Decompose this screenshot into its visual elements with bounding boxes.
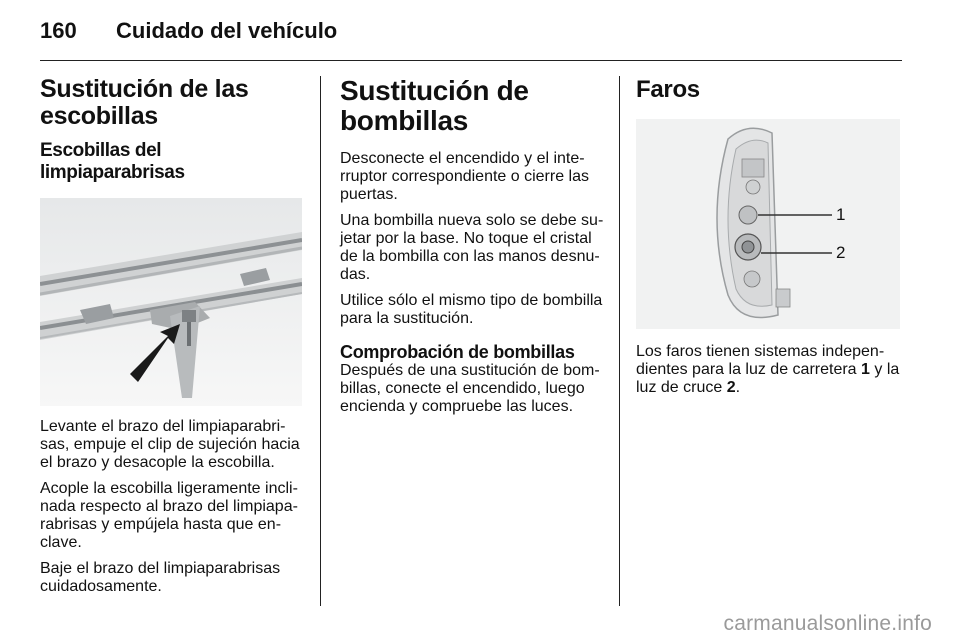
bulbs-paragraph-1: Desconecte el encendido y el inte-rruptor correspondiente o cierre las puertas. — [340, 150, 590, 203]
wiper-paragraph-1: Levante el brazo del limpiaparabri-sas, empuje el clip de sujeción hacia el brazo y desacople la escobilla. — [40, 418, 300, 471]
page-number: 160 — [40, 18, 77, 43]
header-rule — [40, 60, 902, 61]
high-beam-ref: 1 — [861, 361, 870, 378]
wiper-paragraph-3: Baje el brazo del limpiaparabrisas cuidadosamente. — [40, 560, 281, 595]
chapter-title: Cuidado del vehículo — [116, 18, 338, 43]
subsection-title-check: Comprobación de bombillas — [340, 342, 575, 362]
section-title-bulbs: Sustitución de bombillas — [340, 75, 529, 136]
column-divider-1 — [320, 76, 321, 606]
column-divider-2 — [619, 76, 620, 606]
headlight-text-c: . — [735, 379, 741, 396]
section-title-faros: Faros — [636, 76, 700, 103]
watermark: carmanualsonline.info — [723, 612, 932, 635]
column-wiper-blades — [40, 76, 302, 596]
headlight-text-a: Los faros tienen sistemas indepen-dientes para la luz de carretera — [636, 343, 885, 378]
column-headlights — [636, 76, 902, 397]
column-bulb-replacement — [340, 76, 606, 416]
bulbs-paragraph-3: Utilice sólo el mismo tipo de bombilla para la sustitución. — [340, 292, 603, 327]
subsection-title-wiper: Escobillas del limpiaparabrisas — [40, 140, 185, 183]
wiper-paragraph-2: Acople la escobilla ligeramente incli-nada respecto al brazo del limpiapa-rabrisas y empújela hasta que en-clave. — [40, 480, 298, 551]
headlight-illustration — [636, 119, 900, 329]
bulbs-paragraph-2: Una bombilla nueva solo se debe su-jetar por la base. No toque el cristal de la bombilla con las manos desnu-das. — [340, 212, 604, 283]
section-title-wiper: Sustitución de las escobillas — [40, 75, 249, 130]
low-beam-ref: 2 — [726, 379, 736, 396]
callout-2: 2 — [836, 243, 846, 262]
page-header — [40, 18, 900, 58]
callout-1: 1 — [836, 205, 846, 224]
wiper-illustration — [40, 198, 302, 406]
headlight-text-b: y la luz de cruce — [636, 361, 900, 396]
check-paragraph: Después de una sustitución de bom-billas, conecte el encendido, luego encienda y compruebe las luces. — [340, 362, 600, 415]
headlight-paragraph — [636, 343, 902, 397]
